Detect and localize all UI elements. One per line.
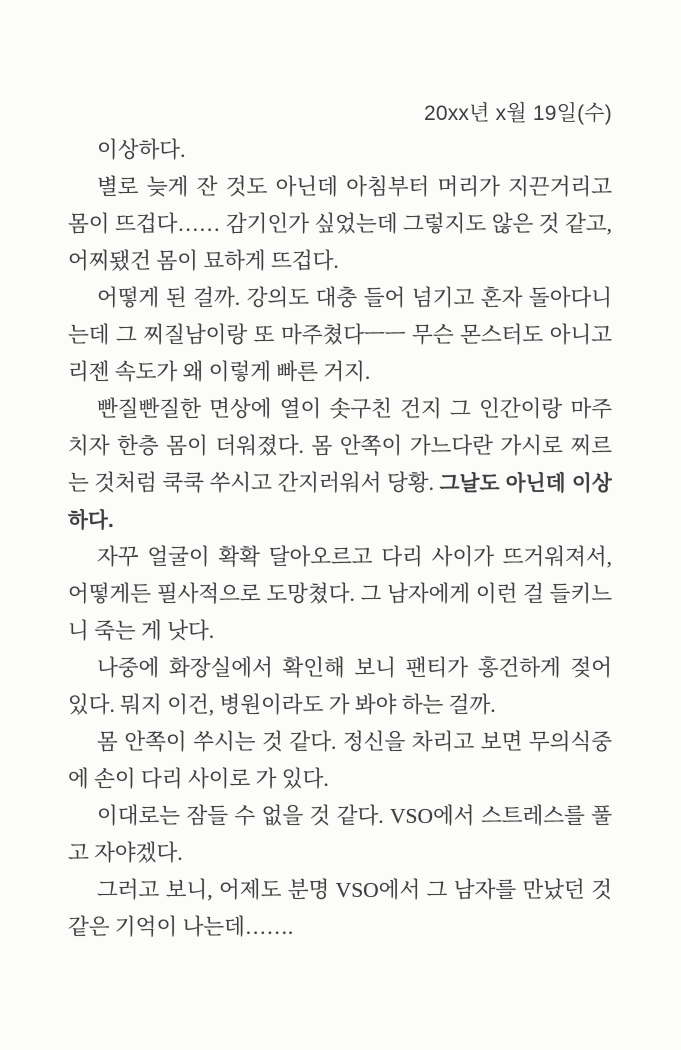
diary-paragraph: 그러고 보니, 어제도 분명 VSO에서 그 남자를 만났던 것 같은 기억이 나는데……. xyxy=(68,878,612,939)
paragraph-text: 빤질빤질한 면상에 열이 솟구친 건지 그 인간이랑 마주치자 한층 몸이 더워졌다. 몸 안쪽이 가느다란 가시로 찌르는 것처럼 쿡쿡 쑤시고 간지러워서 당황. xyxy=(68,397,612,495)
diary-paragraph: 이상하다. xyxy=(97,138,186,162)
diary-paragraph: 이대로는 잠들 수 없을 것 같다. VSO에서 스트레스를 풀고 자야겠다. xyxy=(68,804,612,865)
diary-paragraph: 나중에 화장실에서 확인해 보니 팬티가 홍건하게 젖어 있다. 뭐지 이건, 병원이라도 가 봐야 하는 걸까. xyxy=(68,656,612,717)
diary-paragraph: 어떻게 된 걸까. 강의도 대충 들어 넘기고 혼자 돌아다니는데 그 찌질남이랑 또 마주쳤다ㅡㅡ 무슨 몬스터도 아니고 리젠 속도가 왜 이렇게 빠른 거지. xyxy=(68,286,612,384)
diary-paragraph xyxy=(68,391,612,539)
diary-date: 20xx년 x월 19일(수) xyxy=(423,102,612,125)
diary-body xyxy=(68,132,612,946)
diary-paragraph: 자꾸 얼굴이 확확 달아오르고 다리 사이가 뜨거워져서, 어떻게든 필사적으로 도망쳤다. 그 남자에게 이런 걸 들키느니 죽는 게 낫다. xyxy=(68,545,612,643)
paragraph-bold-text: 그날도 아닌데 이상하다. xyxy=(68,472,612,532)
diary-paragraph: 별로 늦게 잔 것도 아닌데 아침부터 머리가 지끈거리고 몸이 뜨겁다…… 감기인가 싶었는데 그렇지도 않은 것 같고, 어찌됐건 몸이 묘하게 뜨겁다. xyxy=(68,175,612,273)
diary-paragraph: 몸 안쪽이 쑤시는 것 같다. 정신을 차리고 보면 무의식중에 손이 다리 사이로 가 있다. xyxy=(68,730,612,791)
